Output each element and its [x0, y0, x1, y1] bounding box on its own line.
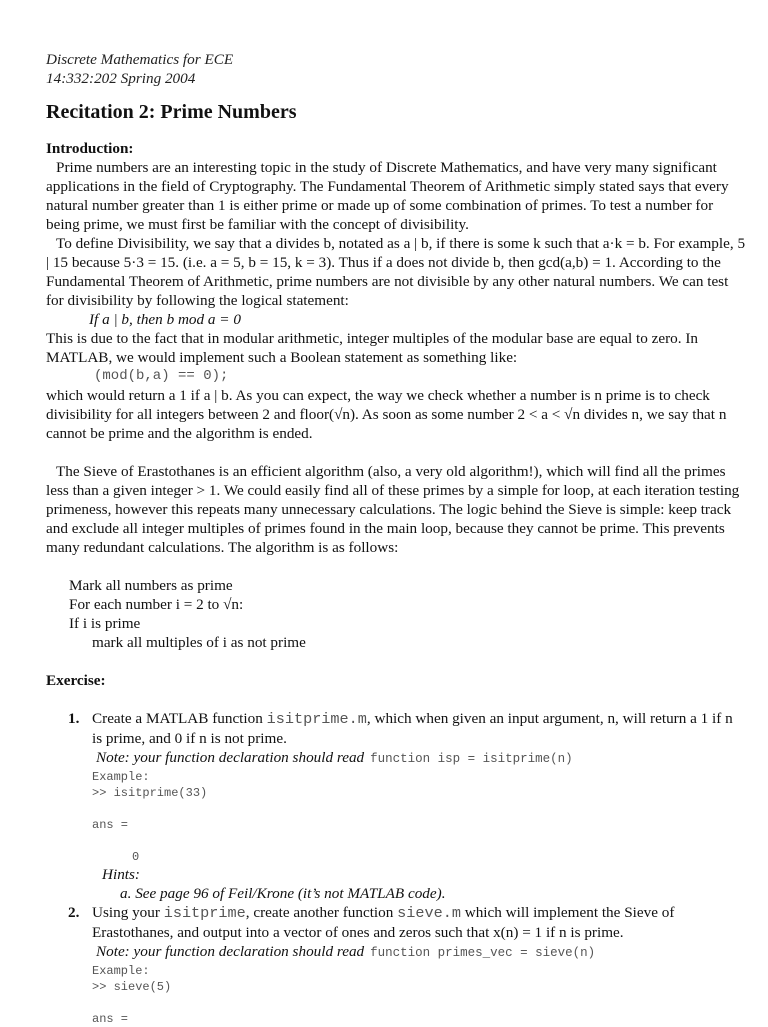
document-header	[46, 50, 233, 88]
exercise-item-2	[46, 903, 746, 1027]
introduction-heading: Introduction:	[46, 140, 134, 157]
introduction-section	[46, 139, 746, 1027]
page-title: Recitation 2: Prime Numbers	[46, 101, 297, 123]
example-answer-label: ans =	[92, 818, 129, 832]
algorithm-step: For each number i = 2 to √n:	[69, 596, 244, 613]
exercise-text: , which when given an input argument, n, will return a 1 if n is prime, and 0 if n is not prime.	[92, 710, 733, 747]
declaration-note	[92, 748, 746, 769]
declaration-code: function isp = isitprime(n)	[370, 752, 573, 766]
example-command: >> isitprime(33)	[92, 786, 208, 800]
algorithm-step: Mark all numbers as prime	[69, 577, 233, 594]
hint-item: a. See page 96 of Feil/Krone (it’s not MATLAB code).	[120, 885, 446, 902]
intro-paragraph-3: This is due to the fact that in modular arithmetic, integer multiples of the modular base are equal to zero. In MATLAB, we would implement such a Boolean statement as something like:	[46, 330, 699, 366]
hints-label: Hints:	[102, 866, 140, 883]
exercise-heading: Exercise:	[46, 672, 106, 689]
intro-paragraph-4: which would return a 1 if a | b. As you can expect, the way we check whether a number is n prime is to check divisibility for all integers between 2 and floor(√n). As soon as some number 2 < a < √n divides n, we say that n cannot be prime and the algorithm is ended.	[46, 387, 727, 442]
exercise-text: , create another function	[245, 904, 398, 921]
filename-code: isitprime.m	[266, 710, 367, 728]
exercise-number: 1.	[68, 710, 80, 727]
example-answer-label: ans =	[92, 1012, 129, 1026]
exercise-item-1	[46, 709, 746, 903]
example-answer-value: 0	[132, 850, 140, 864]
course-name: Discrete Mathematics for ECE	[46, 51, 234, 68]
intro-paragraph-1: Prime numbers are an interesting topic in the study of Discrete Mathematics, and have very many significant applications in the field of Cryptography. The Fundamental Theorem of Arithmetic simply stated says that every natural number greater than 1 is either prime or made up of some combination of primes. To test a number for being prime, we must first be familiar with the concept of divisibility.	[46, 159, 729, 233]
exercise-text: Using your	[92, 904, 164, 921]
note-text: Note: your function declaration should read	[96, 749, 365, 766]
example-command: >> sieve(5)	[92, 980, 172, 994]
algorithm-step: mark all multiples of i as not prime	[92, 634, 306, 651]
note-text: Note: your function declaration should read	[96, 943, 365, 960]
algorithm-step: If i is prime	[69, 615, 141, 632]
exercise-text: which will implement the Sieve of Erastothanes, and output into a vector of ones and zeros such that x(n) = 1 if n is prime.	[92, 904, 675, 941]
function-code: isitprime	[163, 904, 246, 922]
exercise-number: 2.	[68, 904, 80, 921]
declaration-code: function primes_vec = sieve(n)	[370, 946, 596, 960]
exercise-text: Create a MATLAB function	[92, 710, 267, 727]
example-label: Example:	[92, 964, 150, 978]
declaration-note	[92, 942, 746, 963]
sieve-algorithm	[46, 576, 746, 652]
intro-paragraph-5: The Sieve of Erastothanes is an efficient algorithm (also, a very old algorithm!), which will find all the primes less than a given integer > 1. We could easily find all of these primes by a simple for loop, at each iteration testing primeness, however this repeats many unnecessary calculations. The logic behind the Sieve is simple: keep track and exclude all integer multiples of primes found in the main loop, because they cannot be prime. This prevents many redundant calculations. The algorithm is as follows:	[46, 463, 740, 556]
filename-code: sieve.m	[397, 904, 461, 922]
example-label: Example:	[92, 770, 150, 784]
mod-code-snippet: (mod(b,a) == 0);	[94, 368, 229, 384]
intro-paragraph-2: To define Divisibility, we say that a divides b, notated as a | b, if there is some k such that a·k = b. For example, 5 | 15 because 5·3 = 15. (i.e. a = 5, b = 15, k = 3). Thus if a does not divide b, then gcd(a,b) = 1. According to the Fundamental Theorem of Arithmetic, prime numbers are not divisible by any other natural numbers. We can test for divisibility by following the logical statement:	[46, 235, 746, 309]
course-term: 14:332:202 Spring 2004	[46, 70, 196, 87]
divisibility-formula: If a | b, then b mod a = 0	[89, 311, 241, 328]
